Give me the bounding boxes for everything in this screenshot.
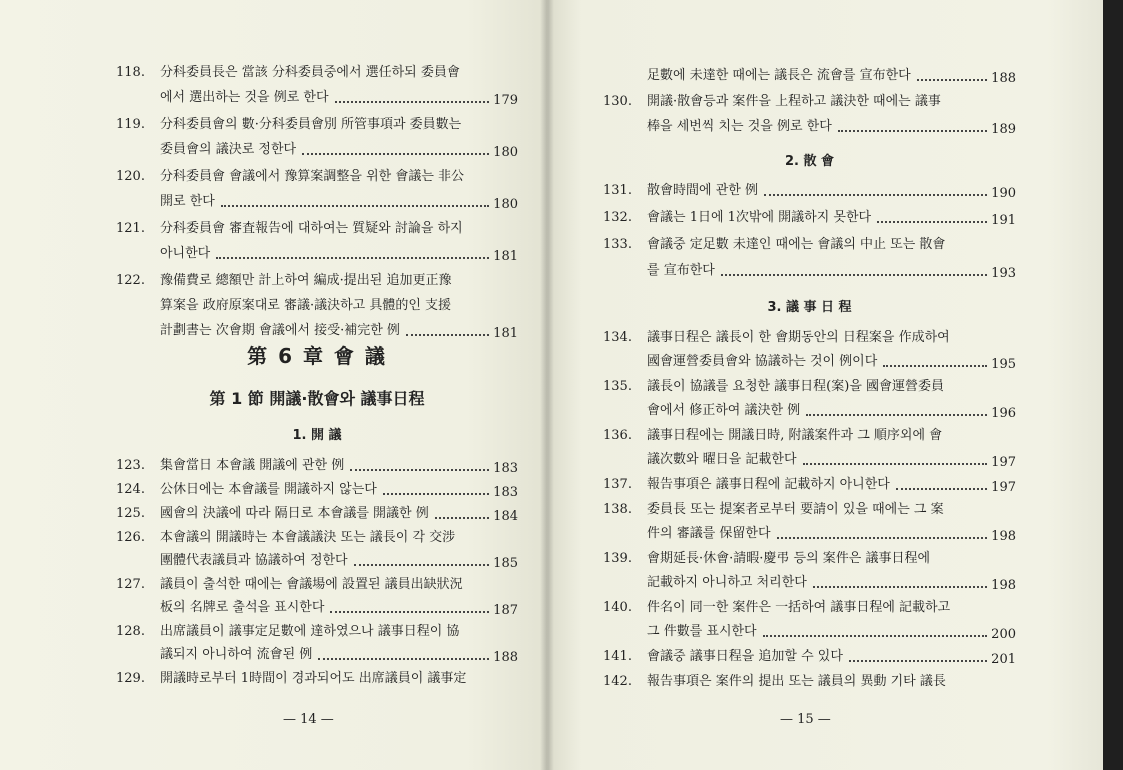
entry-title: 議次數와 曜日을 記載한다 [647,452,797,467]
entry-title: 分科委員長은 當該 分科委員중에서 選任하되 委員會 [160,65,460,80]
entry-number: 136. [603,428,632,443]
leader-dots [406,334,489,336]
toc-entry-line [603,116,1016,138]
right-column [603,0,1016,770]
entry-title: 散會時間에 관한 例 [647,183,758,198]
entry-page-number: 201 [991,652,1016,667]
subsection-title: 3. 議 事 日 程 [767,300,852,315]
entry-title: 算案을 政府原案대로 審議·議決하고 具體的인 支援 [160,298,452,313]
chapter-title: 第 6 章 會 議 [247,344,387,368]
entry-title: 分科委員會 審査報告에 대하여는 質疑와 討論을 하지 [160,221,463,236]
entry-page-number: 183 [493,461,518,476]
toc-entry-line [116,644,518,666]
entry-title: 會期延長·休會·請暇·慶弔 등의 案件은 議事日程에 [647,551,931,566]
leader-dots [764,194,987,196]
toc-entry-line [116,191,518,213]
leader-dots [216,257,489,259]
entry-page-number: 179 [493,93,518,108]
entry-number: 124. [116,482,145,497]
leader-dots [330,611,489,613]
entry-page-number: 184 [493,509,518,524]
entry-number: 120. [116,169,145,184]
entry-number: 132. [603,210,632,225]
leader-dots [721,274,987,276]
entry-page-number: 183 [493,485,518,500]
entry-title: 足數에 未達한 때에는 議長은 流會를 宣布한다 [647,68,911,83]
leader-dots [883,365,987,367]
toc-entry-line [116,243,518,265]
entry-title: 計劃書는 次會期 會議에서 接受·補完한 例 [160,323,400,338]
toc-entry-line [116,139,518,161]
toc-entry-line [116,455,518,477]
left-page-number: — 14 — [283,712,334,727]
toc-entry-line [603,425,1016,447]
toc-entry-line [116,166,518,188]
subsection-title: 2. 散 會 [784,154,835,169]
entry-title: 板의 名牌로 출석을 표시한다 [160,600,325,615]
entry-title: 棒을 세번씩 치는 것을 例로 한다 [647,119,832,134]
entry-title: 件名이 同一한 案件은 一括하여 議事日程에 記載하고 [647,600,951,615]
entry-number: 137. [603,477,632,492]
leader-dots [803,463,988,465]
toc-entry-line [116,62,518,84]
entry-title: 會議는 1日에 1次밖에 開議하지 못한다 [647,210,872,225]
entry-page-number: 180 [493,145,518,160]
entry-number: 125. [116,506,145,521]
entry-title: 報告事項은 案件의 提出 또는 議員의 異動 기타 議長 [647,674,946,689]
toc-entry-line [603,376,1016,398]
left-column [116,0,518,770]
toc-entry-line [603,499,1016,521]
entry-page-number: 198 [991,529,1016,544]
entry-number: 139. [603,551,632,566]
entry-number: 140. [603,600,632,615]
leader-dots [777,537,988,539]
entry-page-number: 189 [991,122,1016,137]
entry-page-number: 191 [991,213,1016,228]
toc-entry-line [603,180,1016,202]
toc-entry-line [116,114,518,136]
entry-title: 議되지 아니하여 流會된 例 [160,647,313,662]
entry-number: 135. [603,379,632,394]
toc-entry-line [116,87,518,109]
leader-dots [877,221,987,223]
entry-number: 119. [116,117,145,132]
toc-entry-line [603,207,1016,229]
entry-title: 議員이 출석한 때에는 會議場에 設置된 議員出缺狀況 [160,577,463,592]
right-page-number: — 15 — [780,712,831,727]
entry-number: 127. [116,577,145,592]
entry-number: 133. [603,237,632,252]
entry-title: 團體代表議員과 協議하여 정한다 [160,553,348,568]
entry-title: 開議·散會등과 案件을 上程하고 議決한 때에는 議事 [647,94,941,109]
entry-number: 134. [603,330,632,345]
entry-number: 128. [116,624,145,639]
entry-number: 138. [603,502,632,517]
toc-entry-line [603,260,1016,282]
toc-entry-line [603,548,1016,570]
entry-title: 豫備費로 總額만 計上하여 編成·提出된 追加更正豫 [160,273,452,288]
toc-entry-line [116,668,518,690]
entry-title: 開로 한다 [160,194,215,209]
entry-number: 123. [116,458,145,473]
entry-title: 分科委員會 會議에서 豫算案調整을 위한 會議는 非公 [160,169,465,184]
toc-entry-line [603,646,1016,668]
toc-entry-line [116,597,518,619]
toc-entry-line [116,503,518,525]
entry-title: 集會當日 本會議 開議에 관한 例 [160,458,345,473]
leader-dots [318,658,489,660]
leader-dots [849,660,987,662]
toc-entry-line [603,327,1016,349]
entry-title: 委員會의 議決로 정한다 [160,142,297,157]
entry-title: 그 件數를 표시한다 [647,624,757,639]
entry-title: 出席議員이 議事定足數에 達하였으나 議事日程이 協 [160,624,460,639]
toc-entry-line [603,621,1016,643]
toc-entry-line [116,479,518,501]
entry-title: 本會議의 開議時는 本會議議決 또는 議長이 각 交涉 [160,530,456,545]
entry-page-number: 188 [493,650,518,665]
entry-title: 國會의 決議에 따라 隔日로 本會議를 開議한 例 [160,506,429,521]
section-title: 第 1 節 開議·散會와 議事日程 [209,389,425,408]
entry-title: 아니한다 [160,246,211,261]
leader-dots [435,517,489,519]
toc-entry-line [116,218,518,240]
toc-entry-line [116,270,518,292]
entry-title: 委員長 또는 提案者로부터 要請이 있을 때에는 그 案 [647,502,944,517]
leader-dots [806,414,987,416]
entry-title: 分科委員會의 數·分科委員會別 所管事項과 委員數는 [160,117,462,132]
entry-title: 會議중 議事日程을 追加할 수 있다 [647,649,843,664]
entry-page-number: 196 [991,406,1016,421]
entry-number: 121. [116,221,145,236]
entry-page-number: 198 [991,578,1016,593]
entry-number: 122. [116,273,145,288]
entry-page-number: 180 [493,197,518,212]
leader-dots [221,205,489,207]
entry-page-number: 195 [991,357,1016,372]
entry-title: 議事日程에는 開議日時, 附議案件과 그 順序외에 會 [647,428,943,443]
toc-entry-line [603,351,1016,373]
entry-page-number: 193 [991,266,1016,281]
entry-title: 件의 審議를 保留한다 [647,526,771,541]
toc-entry-line [603,572,1016,594]
toc-entry-line [116,320,518,342]
entry-title: 開議時로부터 1時間이 경과되어도 出席議員이 議事定 [160,671,467,686]
leader-dots [838,130,987,132]
leader-dots [763,635,988,637]
entry-page-number: 187 [493,603,518,618]
entry-page-number: 181 [493,326,518,341]
entry-page-number: 197 [991,455,1016,470]
entry-title: 를 宣布한다 [647,263,715,278]
entry-title: 會에서 修正하여 議決한 例 [647,403,801,418]
entry-title: 議事日程은 議長이 한 會期동안의 日程案을 作成하여 [647,330,950,345]
entry-page-number: 190 [991,186,1016,201]
entry-number: 142. [603,674,632,689]
leader-dots [383,493,489,495]
toc-entry-line [603,234,1016,256]
toc-entry-line [603,65,1016,87]
toc-entry-line [116,621,518,643]
toc-entry-line [603,91,1016,113]
entry-title: 公休日에는 本會議를 開議하지 않는다 [160,482,377,497]
toc-entry-line [603,523,1016,545]
leader-dots [302,153,489,155]
entry-number: 118. [116,65,145,80]
toc-entry-line [116,574,518,596]
toc-entry-line [603,400,1016,422]
toc-entry-line [603,449,1016,471]
toc-entry-line [603,597,1016,619]
leader-dots [350,469,489,471]
entry-title: 會議중 定足數 未達인 때에는 會議의 中止 또는 散會 [647,237,946,252]
entry-title: 報告事項은 議事日程에 記載하지 아니한다 [647,477,890,492]
entry-title: 議長이 協議를 요청한 議事日程(案)을 國會運營委員 [647,379,945,394]
leader-dots [917,79,987,81]
entry-number: 130. [603,94,632,109]
entry-number: 129. [116,671,145,686]
leader-dots [813,586,987,588]
entry-number: 141. [603,649,632,664]
leader-dots [896,488,987,490]
entry-page-number: 200 [991,627,1016,642]
leader-dots [335,101,490,103]
entry-page-number: 181 [493,249,518,264]
entry-title: 에서 選出하는 것을 例로 한다 [160,90,329,105]
entry-page-number: 197 [991,480,1016,495]
toc-entry-line [116,527,518,549]
entry-page-number: 188 [991,71,1016,86]
entry-number: 131. [603,183,632,198]
entry-title: 記載하지 아니하고 처리한다 [647,575,807,590]
toc-entry-line [603,474,1016,496]
leader-dots [354,564,490,566]
scan-edge [1103,0,1123,770]
entry-title: 國會運營委員會와 協議하는 것이 例이다 [647,354,878,369]
entry-number: 126. [116,530,145,545]
subsection-title: 1. 開 議 [292,428,342,443]
toc-entry-line [116,295,518,317]
toc-entry-line [603,671,1016,693]
toc-entry-line [116,550,518,572]
book-gutter [540,0,554,770]
entry-page-number: 185 [493,556,518,571]
